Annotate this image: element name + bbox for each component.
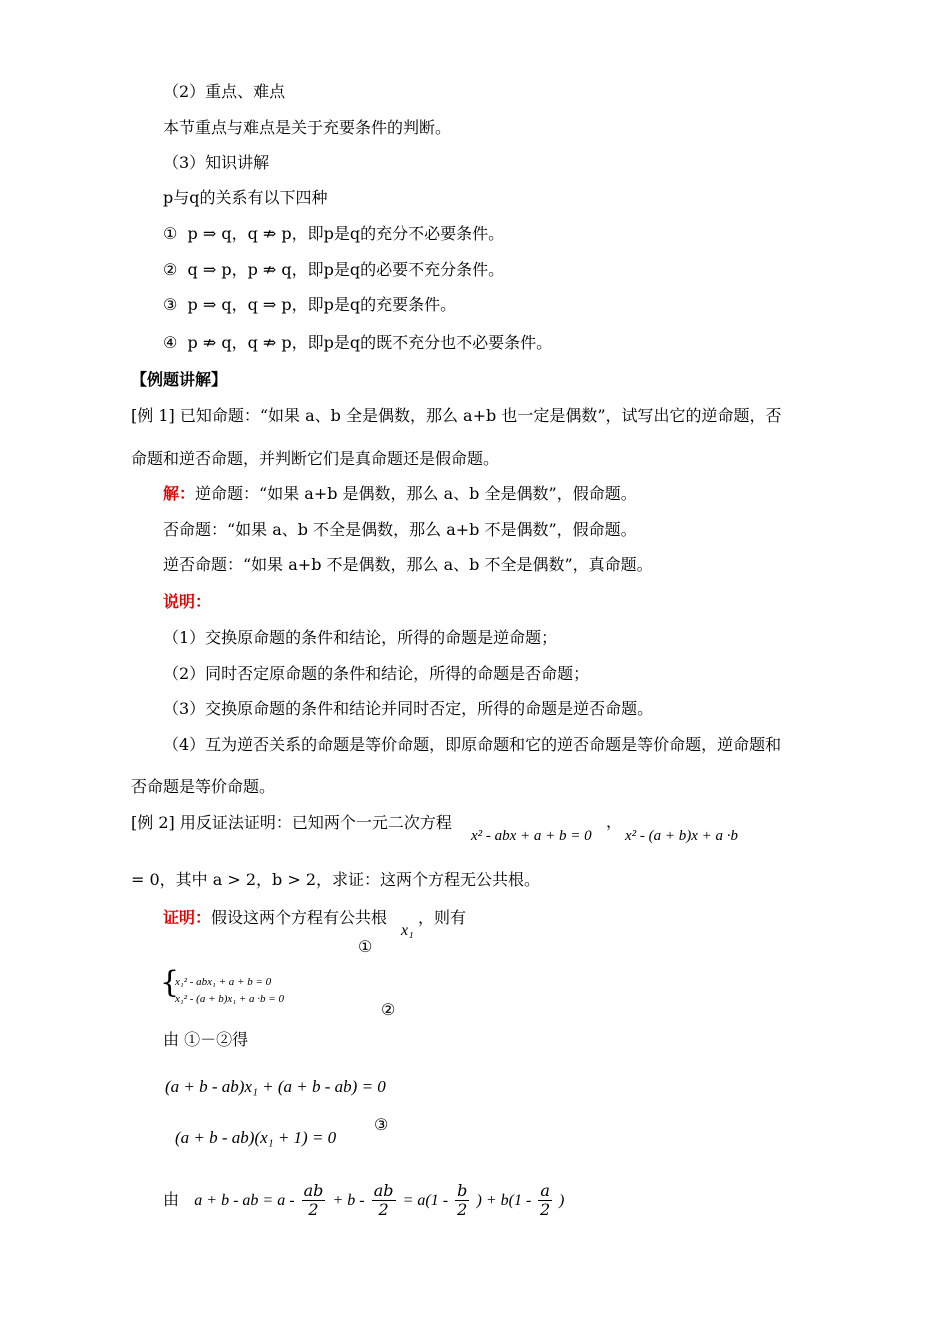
examples-heading: 【例题讲解】 xyxy=(131,370,228,389)
common-root: x₁ xyxy=(401,922,414,939)
item-number: ③ xyxy=(163,295,178,314)
final-eq: = a(1 - xyxy=(402,1192,449,1209)
note-3: （3）交换原命题的条件和结论并同时否定，所得的命题是逆否命题。 xyxy=(163,699,654,718)
by-label: 由 xyxy=(163,1190,180,1209)
section-3-heading: （3）知识讲解 xyxy=(163,153,270,172)
section-2-body: 本节重点与难点是关于充要条件的判断。 xyxy=(163,118,452,137)
item-text: p ⇏ q，q ⇏ p，即p是q的既不充分也不必要条件。 xyxy=(187,333,553,352)
system-eq-2: x₁² - (a + b)x₁ + a ·b = 0 xyxy=(175,993,284,1005)
fraction-numerator: a xyxy=(540,1181,550,1200)
fraction-denominator: 2 xyxy=(378,1200,389,1219)
system-eq-1: x₁² - abx₁ + a + b = 0 xyxy=(175,976,272,988)
relation-item-1 xyxy=(163,224,504,244)
solution-text: 逆命题：“如果 a+b 是偶数，那么 a、b 全是偶数”，假命题。 xyxy=(195,484,637,503)
item-text: p ⇒ q，q ⇏ p，即p是q的充分不必要条件。 xyxy=(187,224,505,243)
item-number: ① xyxy=(163,224,178,243)
fraction-denominator: 2 xyxy=(308,1200,319,1219)
proof-text: 假设这两个方程有公共根 xyxy=(211,908,388,927)
solution-line-2: 否命题：“如果 a、b 不全是偶数，那么 a+b 不是偶数”，假命题。 xyxy=(163,520,637,539)
equation-mark-3: ③ xyxy=(374,1115,389,1134)
relation-item-2 xyxy=(163,260,504,280)
final-mid-2: ) + b(1 - xyxy=(476,1192,532,1209)
relation-item-4 xyxy=(163,333,552,353)
final-end: ) xyxy=(559,1192,565,1209)
example-2-line-1 xyxy=(131,813,452,833)
equation-comma: ， xyxy=(606,812,623,831)
item-text: p ⇒ q，q ⇒ p，即p是q的充要条件。 xyxy=(187,295,457,314)
example-1-line-2: 命题和逆否命题，并判断它们是真命题还是假命题。 xyxy=(131,449,500,468)
solution-line-1 xyxy=(163,484,637,504)
equation-mark-1: ① xyxy=(358,937,373,956)
fraction-numerator: b xyxy=(457,1181,468,1200)
equation-2: x² - (a + b)x + a ·b xyxy=(625,828,739,844)
proof-then: ，则有 xyxy=(418,908,467,927)
final-equation xyxy=(163,1180,564,1221)
fraction-ab-over-2 xyxy=(302,1182,326,1219)
equation-1: x² - abx + a + b = 0 xyxy=(471,828,592,844)
item-text: q ⇒ p，p ⇏ q，即p是q的必要不充分条件。 xyxy=(187,260,505,279)
solution-label: 解： xyxy=(163,484,196,503)
solution-line-3: 逆否命题：“如果 a+b 不是偶数，那么 a、b 不全是偶数”，真命题。 xyxy=(163,555,653,574)
example-2-line-2: = 0，其中 a > 2，b > 2，求证：这两个方程无公共根。 xyxy=(131,870,541,889)
item-number: ④ xyxy=(163,333,178,352)
item-number: ② xyxy=(163,260,178,279)
fraction-numerator: ab xyxy=(303,1181,324,1200)
fraction-denominator: 2 xyxy=(457,1200,468,1219)
proof-label: 证明： xyxy=(163,908,212,927)
section-2-heading: （2）重点、难点 xyxy=(163,82,286,101)
fraction-a-over-2 xyxy=(538,1182,552,1219)
step-2: (a + b - ab)(x₁ + 1) = 0 xyxy=(175,1128,337,1147)
note-2: （2）同时否定原命题的条件和结论，所得的命题是否命题； xyxy=(163,664,590,683)
step-1: (a + b - ab)x₁ + (a + b - ab) = 0 xyxy=(165,1077,386,1096)
system-brace: { xyxy=(160,965,180,1000)
subtract-line: 由 ①－②得 xyxy=(163,1030,249,1049)
final-mid: + b - xyxy=(332,1192,365,1209)
note-4: （4）互为逆否关系的命题是等价命题，即原命题和它的逆否命题是等价命题，逆命题和 xyxy=(163,735,782,754)
note-label: 说明： xyxy=(163,592,212,611)
relation-intro: p与q的关系有以下四种 xyxy=(163,188,328,207)
relation-item-3 xyxy=(163,295,456,315)
note-1: （1）交换原命题的条件和结论，所得的命题是逆命题； xyxy=(163,628,558,647)
fraction-ab-over-2-b xyxy=(372,1182,396,1219)
fraction-b-over-2 xyxy=(455,1182,469,1219)
fraction-numerator: ab xyxy=(373,1181,394,1200)
fraction-denominator: 2 xyxy=(540,1200,551,1219)
note-4-tail: 否命题是等价命题。 xyxy=(131,777,276,796)
equation-mark-2: ② xyxy=(381,1000,396,1019)
example-1-line-1: [例 1] 已知命题：“如果 a、b 全是偶数，那么 a+b 也一定是偶数”，试写出它的逆命题，否 xyxy=(131,406,782,425)
example-2-text: [例 2] 用反证法证明：已知两个一元二次方程 xyxy=(131,813,452,832)
final-lhs: a + b - ab = a - xyxy=(194,1192,295,1209)
proof-line xyxy=(163,908,387,928)
